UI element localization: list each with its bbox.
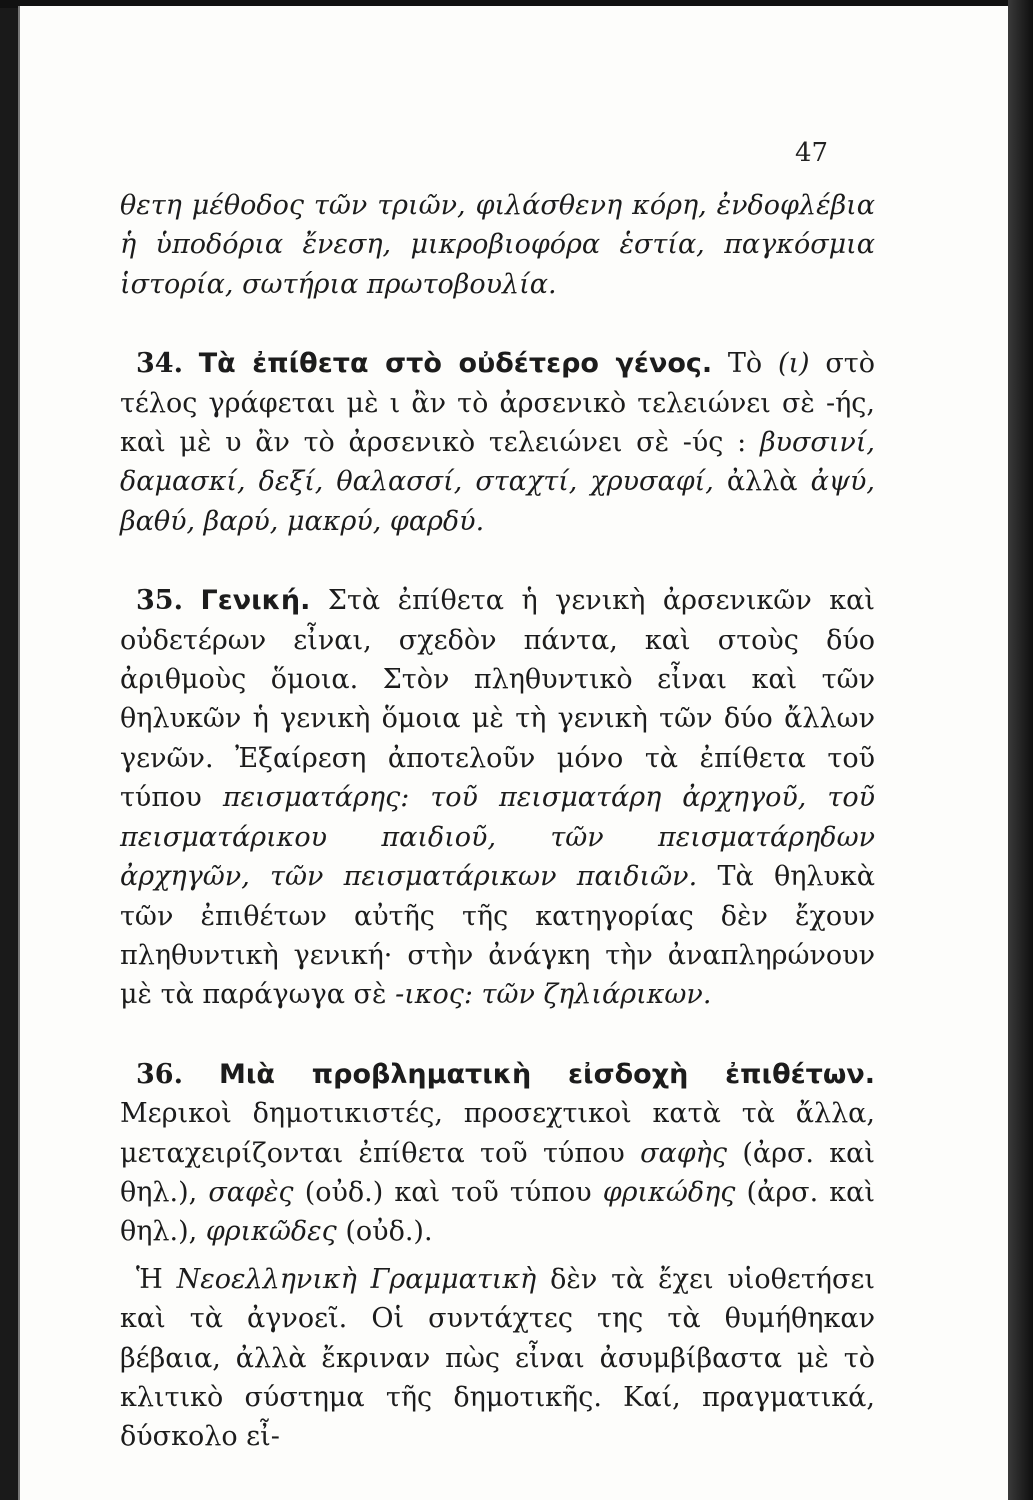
section-36-gloss-2: (οὐδ.) καὶ τοῦ τύπου [304, 1176, 592, 1208]
section-35-body-1: Στὰ ἐπίθετα ἡ γενικὴ ἀρσενικῶν καὶ οὐδετέρων εἶναι, σχεδὸν πάντα, καὶ στοὺς δύο ἀριθμοὺς ὅμοια. Στὸν πληθυντικὸ εἶναι καὶ τῶν θηλυκῶν ἡ γενικὴ ὅμοια μὲ τὴ γενικὴ τῶν δύο ἄλλων γενῶν. Ἐξαίρεση ἀποτελοῦν μόνο τὰ ἐπίθετα τοῦ τύπου [120, 585, 875, 814]
section-36 [120, 1055, 875, 1252]
section-35 [120, 581, 875, 1014]
section-34-body-2: στὸ τέλος γράφεται μὲ ι ἂν τὸ ἀρσενικὸ τελειώνει σὲ -ής, καὶ μὲ υ ἂν τὸ ἀρσενικὸ τελειώνει σὲ -ύς : [120, 348, 875, 459]
closing-article: Ἡ [136, 1263, 163, 1295]
section-36-gloss-1: (ἀρσ. καὶ θηλ.), [120, 1137, 876, 1208]
page-text [120, 186, 875, 1457]
section-34-number: 34. [136, 348, 183, 380]
section-35-example-1: πεισματάρης: τοῦ πεισματάρη ἀρχηγοῦ, τοῦ πεισματάρικου παιδιοῦ, τῶν πεισματάρηδων ἀρχηγῶν, τῶν πεισματάρικων παιδιῶν. [120, 782, 875, 893]
section-36-word-4: φρικῶδες [205, 1216, 337, 1248]
section-36-word-1: σαφὴς [640, 1137, 727, 1169]
paragraph-continuation [120, 186, 875, 304]
scan-border-right [1008, 0, 1033, 1500]
section-36-gloss-4: (οὐδ.). [345, 1216, 433, 1248]
continuation-text: θετη μέθοδος τῶν τριῶν, φιλάσθενη κόρη, ἐνδοφλέβια ἡ ὑποδόρια ἔνεση, μικροβιοφόρα ἑστία, παγκόσμια ἱστορία, σωτήρια πρωτοβουλία. [120, 190, 875, 300]
section-36-word-3: φρικώδης [602, 1176, 736, 1208]
section-34-body-1: Τὸ [727, 348, 763, 380]
section-35-number: 35. [136, 585, 183, 617]
section-34 [120, 344, 875, 541]
section-35-example-2: -ικος: τῶν ζηλιάρικων. [395, 979, 712, 1011]
section-35-heading: Γενική. [200, 585, 311, 617]
section-36-heading: Μιὰ προβληματικὴ εἰσδοχὴ ἐπιθέτων. [219, 1058, 875, 1090]
closing-body: δὲν τὰ ἔχει υἱοθετήσει καὶ τὰ ἀγνοεῖ. Οἱ συντάχτες της τὰ θυμήθηκαν βέβαια, ἀλλὰ ἔκριναν πὼς εἶναι ἀσυμβίβαστα μὲ τὸ κλιτικὸ σύστημα τῆς δημοτικῆς. Καί, πραγματικά, δύσκολο εἶ- [120, 1263, 875, 1453]
page-number: 47 [795, 138, 829, 168]
closing-paragraph [120, 1260, 875, 1457]
section-34-heading: Τὰ ἐπίθετα στὸ οὐδέτερο γένος. [198, 348, 713, 380]
closing-title: Νεοελληνικὴ Γραμματικὴ [176, 1263, 537, 1295]
section-36-number: 36. [136, 1058, 183, 1090]
section-36-body-1: Μερικοὶ δημοτικιστές, προσεχτικοὶ κατὰ τὰ ἄλλα, μεταχειρίζονται ἐπίθετα τοῦ τύπου [120, 1098, 875, 1169]
section-34-letter: (ι) [777, 348, 810, 380]
section-35-body-2: Τὰ θηλυκὰ τῶν ἐπιθέτων αὐτῆς τῆς κατηγορίας δὲν ἔχουν πληθυντικὴ γενική· στὴν ἀνάγκη τὴν ἀναπληρώνουν μὲ τὰ παράγωγα σὲ [120, 861, 876, 1011]
section-36-word-2: σαφὲς [208, 1176, 294, 1208]
section-36-gloss-3: (ἀρσ. καὶ θηλ.), [120, 1176, 876, 1248]
section-34-body-3: ἀλλὰ [726, 466, 798, 498]
section-34-examples: βυσσινί, δαμασκί, δεξί, θαλασσί, σταχτί, χρυσαφί, [120, 427, 875, 498]
section-34-examples-2: ἀψύ, βαθύ, βαρύ, μακρύ, φαρδύ. [120, 466, 875, 537]
